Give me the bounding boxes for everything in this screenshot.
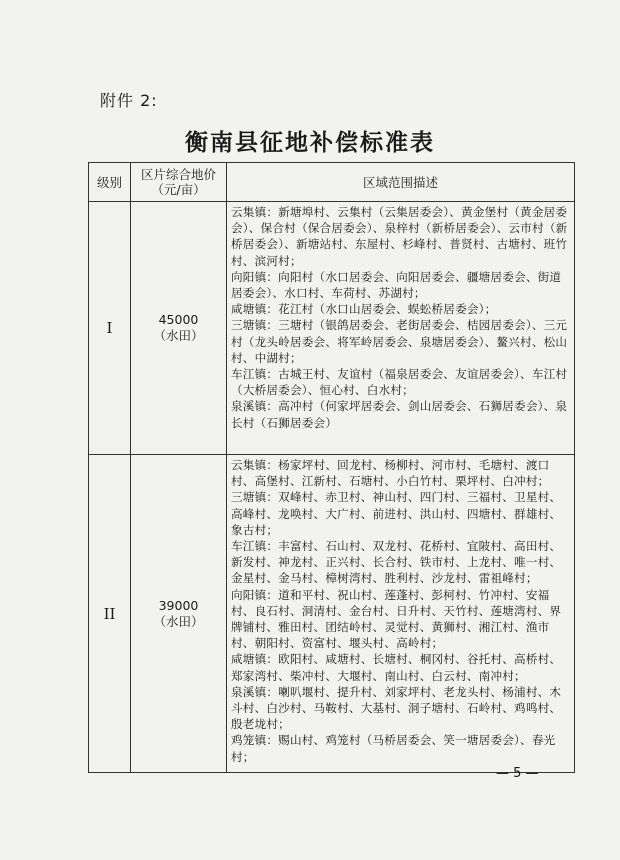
table-header-row <box>89 163 575 202</box>
column-header-level: 级别 <box>89 163 131 202</box>
row-description: 云集镇：新塘埠村、云集村（云集居委会）、黄金堡村（黄金居委会）、保合村（保合居委会）、泉梓村（新桥居委会）、云市村（新桥居委会）、新塘站村、东屋村、杉峰村、普贤村、古塘村、班竹村、滨河村； 向阳镇：向阳村（水口居委会、向阳居委会、疆塘居委会、街道居委会）、水口村、车荷村、苏湖村； 咸塘镇：花江村（水口山居委会、蜈蚣桥居委会）； 三塘镇：三塘村（银鸽居委会、老街居委会、桔园居委会）、三元村（龙头岭居委会、将军岭居委会、泉塘居委会）、鳌兴村、松山村、中湖村； 车江镇：古城王村、友谊村（福泉居委会、友谊居委会）、车江村（大桥居委会）、恒心村、白水村； 泉溪镇：高冲村（何家坪居委会、剑山居委会、石狮居委会）、泉长村（石狮居委会） <box>227 202 575 455</box>
row-price-cell <box>131 202 227 455</box>
row-price-note: （水田） <box>153 328 204 343</box>
table-row <box>89 455 575 773</box>
row-price: 45000 <box>158 312 199 327</box>
row-level: I <box>89 202 131 455</box>
row-level: II <box>89 455 131 773</box>
row-price-note: （水田） <box>153 613 204 629</box>
column-header-description: 区域范围描述 <box>227 163 575 202</box>
table-row <box>89 202 575 455</box>
attachment-label: 附件 2: <box>100 91 158 110</box>
column-header-price: 区片综合地价 （元/亩） <box>131 163 227 202</box>
compensation-table <box>88 162 575 773</box>
row-description: 云集镇：杨家坪村、回龙村、杨柳村、河市村、毛塘村、渡口村、高堡村、江新村、石塘村、小白竹村、栗坪村、白冲村； 三塘镇：双峰村、赤卫村、神山村、四门村、三福村、卫星村、高峰村、龙唤村、大广村、前进村、洪山村、四塘村、群雄村、象古村； 车江镇：丰富村、石山村、双龙村、花桥村、宜陂村、高田村、新发村、神龙村、正兴村、长合村、铁市村、上龙村、唯一村、金星村、金马村、樟树湾村、胜利村、沙龙村、雷祖峰村； 向阳镇：道和平村、祝山村、莲蓬村、彭柯村、竹冲村、安福村、良石村、洞清村、金台村、日升村、天竹村、莲塘湾村、界牌铺村、雅田村、团结岭村、灵觉村、黄狮村、湘江村、渔市村、朝阳村、资富村、堰头村、高岭村； 咸塘镇：欧阳村、咸塘村、长塘村、桐冈村、谷托村、高桥村、郑家湾村、柴冲村、大堰村、南山村、白云村、南冲村； 泉溪镇：喇叭堰村、提升村、刘家坪村、老龙头村、杨浦村、木斗村、白沙村、马鞍村、大基村、洞子塘村、石岭村、鸡鸣村、殷老垅村； 鸡笼镇：赐山村、鸡笼村（马桥居委会、笑一塘居委会）、春光村； <box>227 455 575 773</box>
row-price: 39000 <box>158 597 199 613</box>
row-price-cell <box>131 455 227 773</box>
page-number: — 5 — <box>496 766 539 781</box>
document-title: 衡南县征地补偿标准表 <box>185 129 435 156</box>
